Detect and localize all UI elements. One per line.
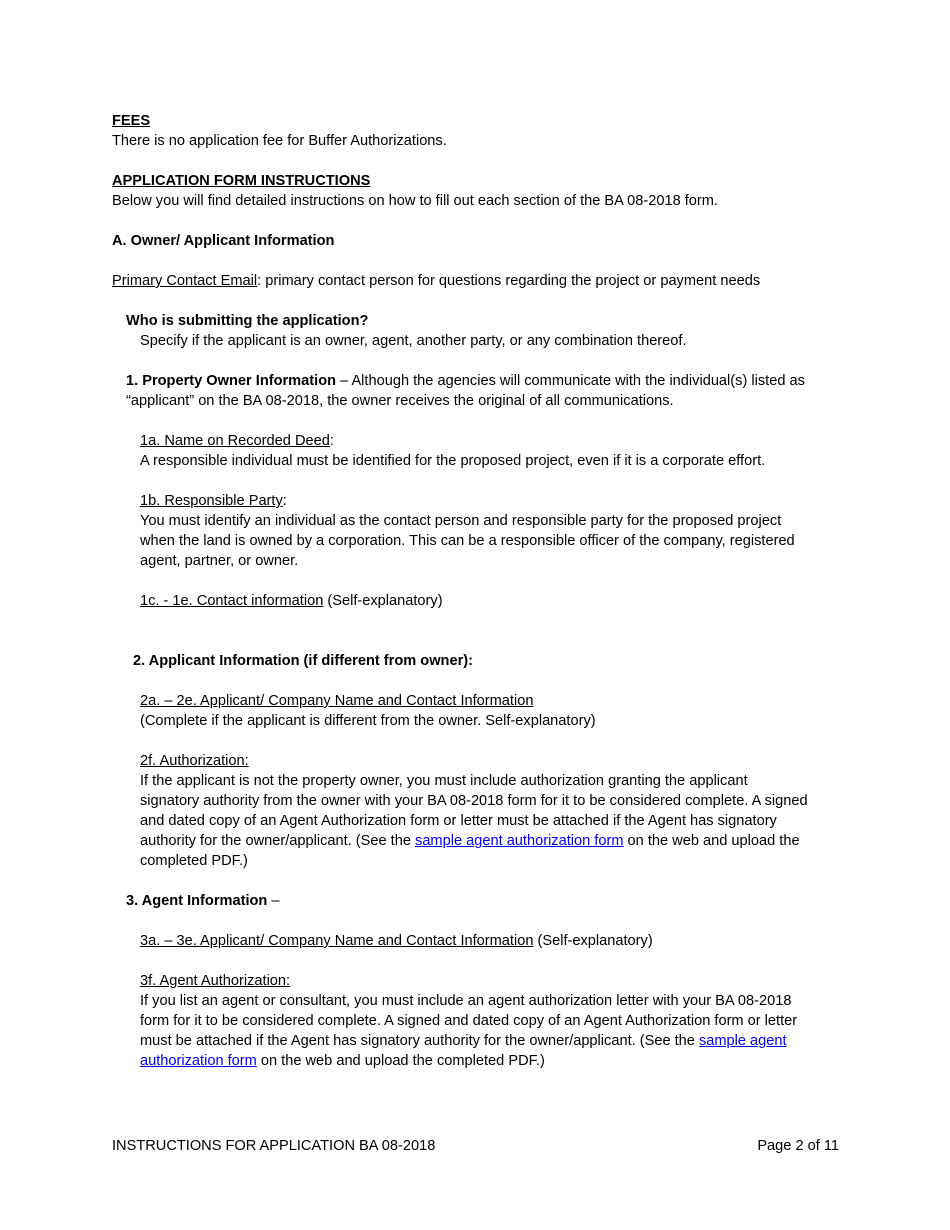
document-page — [112, 111, 842, 1071]
item-1b-label-line — [112, 491, 842, 511]
footer-title: INSTRUCTIONS FOR APPLICATION BA 08-2018 — [112, 1138, 436, 1154]
property-owner-text-1: – Although the agencies will communicate with the individual(s) listed as — [336, 373, 805, 389]
primary-contact-text: : primary contact person for questions regarding the project or payment needs — [257, 273, 761, 289]
item-2f-text-4-post: on the web and upload the — [623, 833, 800, 849]
item-1a-colon: : — [329, 433, 334, 449]
item-3f-text-2: form for it to be considered complete. A signed and dated copy of an Agent Authorization form or letter — [140, 1013, 798, 1029]
item-3f-text-1: If you list an agent or consultant, you must include an agent authorization letter with your BA 08-2018 — [140, 993, 792, 1009]
item-2a-label: 2a. – 2e. Applicant/ Company Name and Contact Information — [140, 693, 534, 709]
section-a-heading: A. Owner/ Applicant Information — [112, 233, 335, 249]
item-3f-text-4-post: on the web and upload the completed PDF.) — [256, 1053, 545, 1069]
applicant-heading: 2. Applicant Information (if different from owner): — [133, 653, 473, 669]
agent-heading-line — [112, 891, 842, 911]
who-text: Specify if the applicant is an owner, agent, another party, or any combination thereof. — [140, 333, 687, 349]
item-1b-colon: : — [282, 493, 287, 509]
item-3f-text-4 — [112, 1051, 842, 1071]
item-3f-label: 3f. Agent Authorization: — [140, 973, 291, 989]
item-1a-label-line — [112, 431, 842, 451]
item-2f-text-3: and dated copy of an Agent Authorization form or letter must be attached if the Agent has signatory — [140, 813, 777, 829]
fees-heading: FEES — [112, 113, 151, 129]
item-2f-text-4-pre: authority for the owner/applicant. (See the — [140, 833, 416, 849]
item-2a-text: (Complete if the applicant is different from the owner. Self-explanatory) — [140, 713, 596, 729]
item-1c-line — [112, 591, 842, 611]
item-2a-label-line — [112, 691, 842, 711]
item-2f-text-1: If the applicant is not the property owner, you must include authorization granting the applicant — [140, 773, 748, 789]
primary-contact-line — [112, 271, 842, 291]
item-2f-label: 2f. Authorization: — [140, 753, 249, 769]
sample-agent-authorization-link[interactable]: sample agent authorization form — [415, 833, 624, 849]
sample-agent-link-part1[interactable]: sample agent — [698, 1033, 787, 1049]
property-owner-text-2: “applicant” on the BA 08-2018, the owner receives the original of all communications. — [126, 393, 674, 409]
item-3a-label: 3a. – 3e. Applicant/ Company Name and Contact Information — [140, 933, 534, 949]
item-2f-text-4 — [112, 831, 842, 851]
property-owner-line1 — [112, 371, 842, 391]
property-owner-heading: 1. Property Owner Information — [126, 373, 337, 389]
primary-contact-label: Primary Contact Email — [112, 273, 258, 289]
item-1b-label: 1b. Responsible Party — [140, 493, 283, 509]
item-3a-text: (Self-explanatory) — [533, 933, 653, 949]
item-1c-text: (Self-explanatory) — [323, 593, 443, 609]
page-number: Page 2 of 11 — [757, 1138, 839, 1154]
item-2f-label-line — [112, 751, 842, 771]
agent-heading-dash: – — [267, 893, 280, 909]
agent-heading: 3. Agent Information — [126, 893, 268, 909]
item-2f-text-5: completed PDF.) — [140, 853, 248, 869]
item-1c-label: 1c. - 1e. Contact information — [140, 593, 324, 609]
item-3f-label-line — [112, 971, 842, 991]
fees-text: There is no application fee for Buffer Authorizations. — [112, 133, 447, 149]
sample-agent-link-part2[interactable]: authorization form — [140, 1053, 257, 1069]
who-heading: Who is submitting the application? — [126, 313, 369, 329]
item-3f-text-3-pre: must be attached if the Agent has signatory authority for the owner/applicant. (See the — [140, 1033, 699, 1049]
item-1a-text: A responsible individual must be identified for the proposed project, even if it is a corporate effort. — [140, 453, 766, 469]
instructions-text: Below you will find detailed instructions on how to fill out each section of the BA 08-2018 form. — [112, 193, 718, 209]
item-1b-text-3: agent, partner, or owner. — [140, 553, 299, 569]
item-1b-text-2: when the land is owned by a corporation. This can be a responsible officer of the company, registered — [140, 533, 795, 549]
instructions-heading: APPLICATION FORM INSTRUCTIONS — [112, 173, 371, 189]
item-1a-label: 1a. Name on Recorded Deed — [140, 433, 330, 449]
page-footer — [112, 1136, 839, 1156]
item-1b-text-1: You must identify an individual as the contact person and responsible party for the proposed project — [140, 513, 782, 529]
item-3a-line — [112, 931, 842, 951]
item-3f-text-3 — [112, 1031, 842, 1051]
item-2f-text-2: signatory authority from the owner with your BA 08-2018 form for it to be considered complete. A signed — [140, 793, 808, 809]
